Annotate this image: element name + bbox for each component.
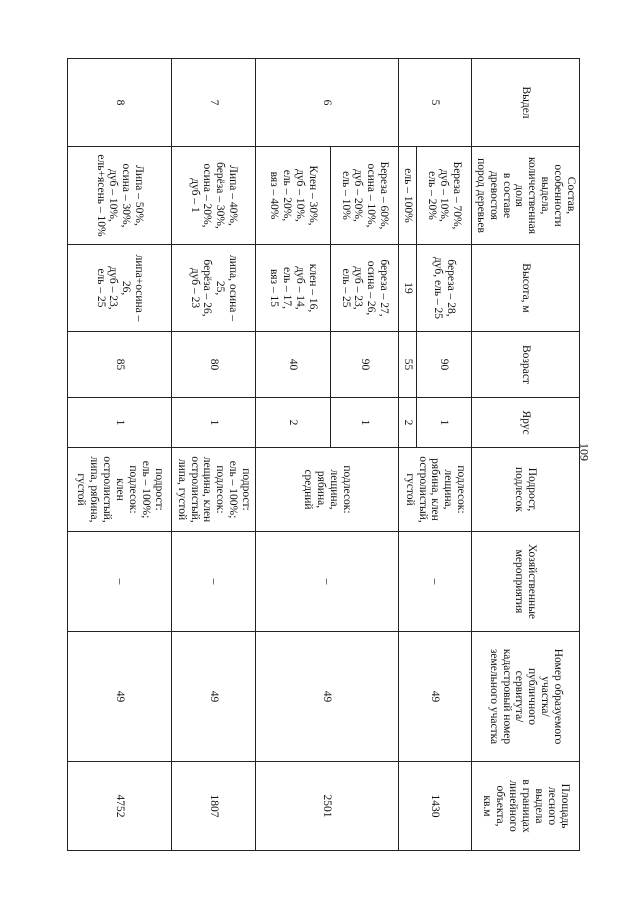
cell-nomer: 49: [256, 632, 399, 762]
cell-vysota: липа, осина – 25, берёза – 26, дуб – 23: [172, 245, 256, 332]
header-vydel: Выдел: [472, 59, 580, 147]
header-ploshad: Площадь лесного выдела в границах линейного объекта, кв.м: [472, 762, 580, 851]
cell-yarus: 2: [399, 398, 417, 448]
header-vozrast: Возраст: [472, 332, 580, 398]
cell-nomer: 49: [172, 632, 256, 762]
cell-vydel: 6: [256, 59, 399, 147]
table-row-7: [172, 59, 256, 851]
cell-ploshad: 2501: [256, 762, 399, 851]
cell-podrost: подрост: ель – 100%; подлесок: клен остролистый, липа, рябина, густой: [68, 448, 172, 532]
cell-ploshad: 1807: [172, 762, 256, 851]
cell-yarus: 1: [331, 398, 399, 448]
cell-vysota: 19: [399, 245, 417, 332]
header-meropriyatiya: Хозяйственные мероприятия: [472, 532, 580, 632]
cell-nomer: 49: [399, 632, 472, 762]
cell-nomer: 49: [68, 632, 172, 762]
cell-podrost: подрост: ель – 100%; подлесок: лещина, клен остролистый, липа, густой: [172, 448, 256, 532]
cell-yarus: 1: [172, 398, 256, 448]
cell-vydel: 5: [399, 59, 472, 147]
cell-vozrast: 85: [68, 332, 172, 398]
table-row-6a: [331, 59, 399, 851]
cell-vysota: береза – 27, осина – 26, дуб – 23, ель – 25: [331, 245, 399, 332]
cell-vozrast: 80: [172, 332, 256, 398]
cell-meropriyatiya: –: [256, 532, 399, 632]
cell-podrost: подлесок: лещина, рябина, клен остролистый, густой: [399, 448, 472, 532]
cell-vysota: клен – 16, дуб – 14, ель – 17, вяз – 15: [256, 245, 331, 332]
cell-yarus: 1: [417, 398, 472, 448]
cell-meropriyatiya: –: [68, 532, 172, 632]
forest-table-rotated: [75, 58, 580, 850]
cell-vydel: 8: [68, 59, 172, 147]
cell-sostav: Береза – 70%, дуб – 10%, ель – 20%: [417, 147, 472, 245]
forest-inventory-table: [67, 58, 580, 851]
header-vysota: Высота, м: [472, 245, 580, 332]
cell-sostav: Клен – 30%, дуб – 10%, ель – 20%, вяз – 40%: [256, 147, 331, 245]
forest-table-area: [75, 58, 580, 850]
cell-ploshad: 4752: [68, 762, 172, 851]
header-yarus: Ярус: [472, 398, 580, 448]
table-row-5a: [417, 59, 472, 851]
header-row: [472, 59, 580, 851]
cell-yarus: 1: [68, 398, 172, 448]
cell-meropriyatiya: –: [172, 532, 256, 632]
page-number: 109: [577, 443, 592, 461]
cell-sostav: Береза – 60%, осина – 10%, дуб – 20%, ель – 10%: [331, 147, 399, 245]
cell-meropriyatiya: –: [399, 532, 472, 632]
cell-yarus: 2: [256, 398, 331, 448]
cell-vozrast: 55: [399, 332, 417, 398]
cell-ploshad: 1430: [399, 762, 472, 851]
cell-vozrast: 90: [417, 332, 472, 398]
cell-vysota: береза – 28, дуб, ель – 25: [417, 245, 472, 332]
header-sostav: Состав, особенности выдела, количественная доля в составе древостоя пород деревьев: [472, 147, 580, 245]
cell-sostav: Липа – 50%, осина – 30%, дуб – 10%, ель+ясень – 10%: [68, 147, 172, 245]
table-row-8: [68, 59, 172, 851]
cell-vydel: 7: [172, 59, 256, 147]
header-podrost: Подрост, подлесок: [472, 448, 580, 532]
cell-vozrast: 40: [256, 332, 331, 398]
cell-sostav: ель – 100%: [399, 147, 417, 245]
cell-vysota: липа+осина – 26, дуб – 23, ель – 25: [68, 245, 172, 332]
cell-podrost: подлесок: лещина, рябина, средний: [256, 448, 399, 532]
header-nomer: Номер образуемого участка/ публичного сервитута/ кадастровый номер земельного участка: [472, 632, 580, 762]
cell-vozrast: 90: [331, 332, 399, 398]
cell-sostav: Липа – 40%, берёза – 30%, осина – 20%, дуб – 1: [172, 147, 256, 245]
